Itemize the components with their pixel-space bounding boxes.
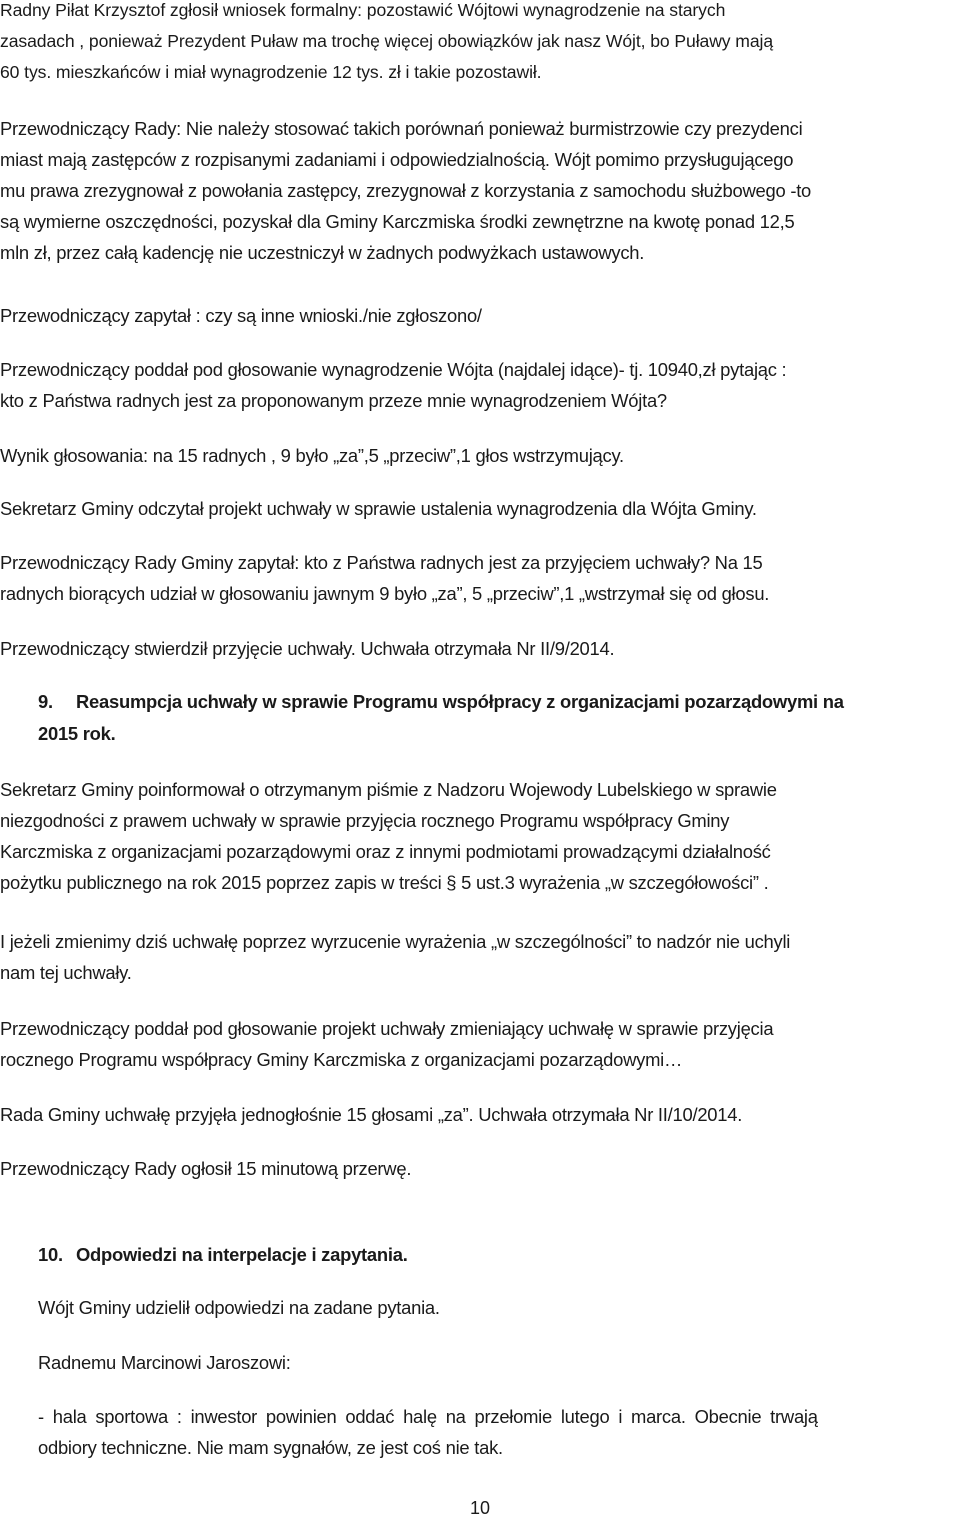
section-heading-9 [38,686,960,750]
text-line: Radny Piłat Krzysztof zgłosił wniosek formalny: pozostawić Wójtowi wynagrodzenie na starych [0,0,726,20]
text-line: I jeżeli zmienimy dziś uchwałę poprzez wyrzucenie wyrażenia „w szczególności” to nadzór nie uchyli [0,931,791,952]
text-line: Radnemu Marcinowi Jaroszowi: [38,1352,291,1373]
text-line: Przewodniczący poddał pod głosowanie wynagrodzenie Wójta (najdalej idące)- tj. 10940,zł pytając : [0,359,787,380]
paragraph-vote-salary [0,354,958,416]
paragraph-resolution-vote [0,547,958,609]
paragraph-amendment-vote [0,1013,958,1075]
text-line: Przewodniczący Rady ogłosił 15 minutową przerwę. [0,1158,412,1179]
paragraph-secretary-reading [0,493,958,524]
text-line: Wynik głosowania: na 15 radnych , 9 było „za”,5 „przeciw”,1 głos wstrzymujący. [0,445,624,466]
text-line: odbiory techniczne. Nie mam sygnałów, ze jest coś nie tak. [38,1437,503,1458]
paragraph-addressee [38,1347,960,1378]
text-line: Przewodniczący Rady: Nie należy stosować takich porównań ponieważ burmistrzowie czy prezydenci [0,118,803,139]
text-line: mln zł, przez całą kadencję nie uczestniczył w żadnych podwyżkach ustawowych. [0,242,645,263]
text-line: - hala sportowa : inwestor powinien oddać halę na przełomie lutego i marca. Obecnie trwają [38,1406,818,1427]
section-number: 9. [38,691,53,712]
text-line: pożytku publicznego na rok 2015 poprzez zapis w treści § 5 ust.3 wyrażenia „w szczegółowości” . [0,872,769,893]
text-line: radnych biorących udział w głosowaniu jawnym 9 było „za”, 5 „przeciw”,1 „wstrzymał się od głosu. [0,583,770,604]
text-line: mu prawa zrezygnował z powołania zastępcy, zrezygnował z korzystania z samochodu służbowego -to [0,180,812,201]
text-line: są wymierne oszczędności, pozyskał dla Gminy Karczmiska środki zewnętrzne na kwotę ponad 12,5 [0,211,795,232]
text-line: Wójt Gminy udzielił odpowiedzi na zadane pytania. [38,1297,440,1318]
section-heading-10 [38,1239,960,1271]
paragraph-change-proposal [0,926,958,988]
page-number: 10 [469,1498,491,1518]
paragraph-resolution-adopted [0,633,958,664]
section-number: 10. [38,1244,63,1265]
paragraph-break [0,1153,958,1184]
section-title-line: 2015 rok. [38,723,116,744]
paragraph-chairman-response [0,113,958,268]
paragraph-unanimous-adoption [0,1099,958,1130]
section-title-line: Reasumpcja uchwały w sprawie Programu współpracy z organizacjami pozarządowymi na [76,691,844,712]
paragraph-other-motions [0,300,958,331]
text-line: Przewodniczący zapytał : czy są inne wnioski./nie zgłoszono/ [0,305,482,326]
text-line: Przewodniczący poddał pod głosowanie projekt uchwały zmieniający uchwałę w sprawie przyjęcia [0,1018,774,1039]
text-line: Rada Gminy uchwałę przyjęła jednogłośnie 15 głosami „za”. Uchwała otrzymała Nr II/10/2014. [0,1104,743,1125]
text-line: rocznego Programu współpracy Gminy Karczmiska z organizacjami pozarządowymi… [0,1049,683,1070]
text-line: nam tej uchwały. [0,962,132,983]
paragraph-secretary-info [0,774,958,898]
text-line: miast mają zastępców z rozpisanymi zadaniami i odpowiedzialnością. Wójt pomimo przysługującego [0,149,794,170]
paragraph-sports-hall [38,1401,960,1463]
paragraph-mayor-answers [38,1292,960,1323]
text-line: 60 tys. mieszkańców i miał wynagrodzenie 12 tys. zł i takie pozostawił. [0,62,542,82]
text-line: kto z Państwa radnych jest za proponowanym przeze mnie wynagrodzeniem Wójta? [0,390,667,411]
text-line: Karczmiska z organizacjami pozarządowymi oraz z innymi podmiotami prowadzącymi działalność [0,841,771,862]
paragraph-vote-result [0,440,958,471]
paragraph-formal-motion [0,0,958,88]
section-title: Odpowiedzi na interpelacje i zapytania. [76,1244,408,1265]
text-line: Sekretarz Gminy poinformował o otrzymanym piśmie z Nadzoru Wojewody Lubelskiego w sprawie [0,779,777,800]
text-line: Przewodniczący stwierdził przyjęcie uchwały. Uchwała otrzymała Nr II/9/2014. [0,638,615,659]
text-line: Przewodniczący Rady Gminy zapytał: kto z Państwa radnych jest za przyjęciem uchwały? Na 15 [0,552,763,573]
text-line: zasadach , ponieważ Prezydent Puław ma trochę więcej obowiązków jak nasz Wójt, bo Puławy mają [0,31,774,51]
text-line: niezgodności z prawem uchwały w sprawie przyjęcia rocznego Programu współpracy Gminy [0,810,730,831]
text-line: Sekretarz Gminy odczytał projekt uchwały w sprawie ustalenia wynagrodzenia dla Wójta Gminy. [0,498,757,519]
